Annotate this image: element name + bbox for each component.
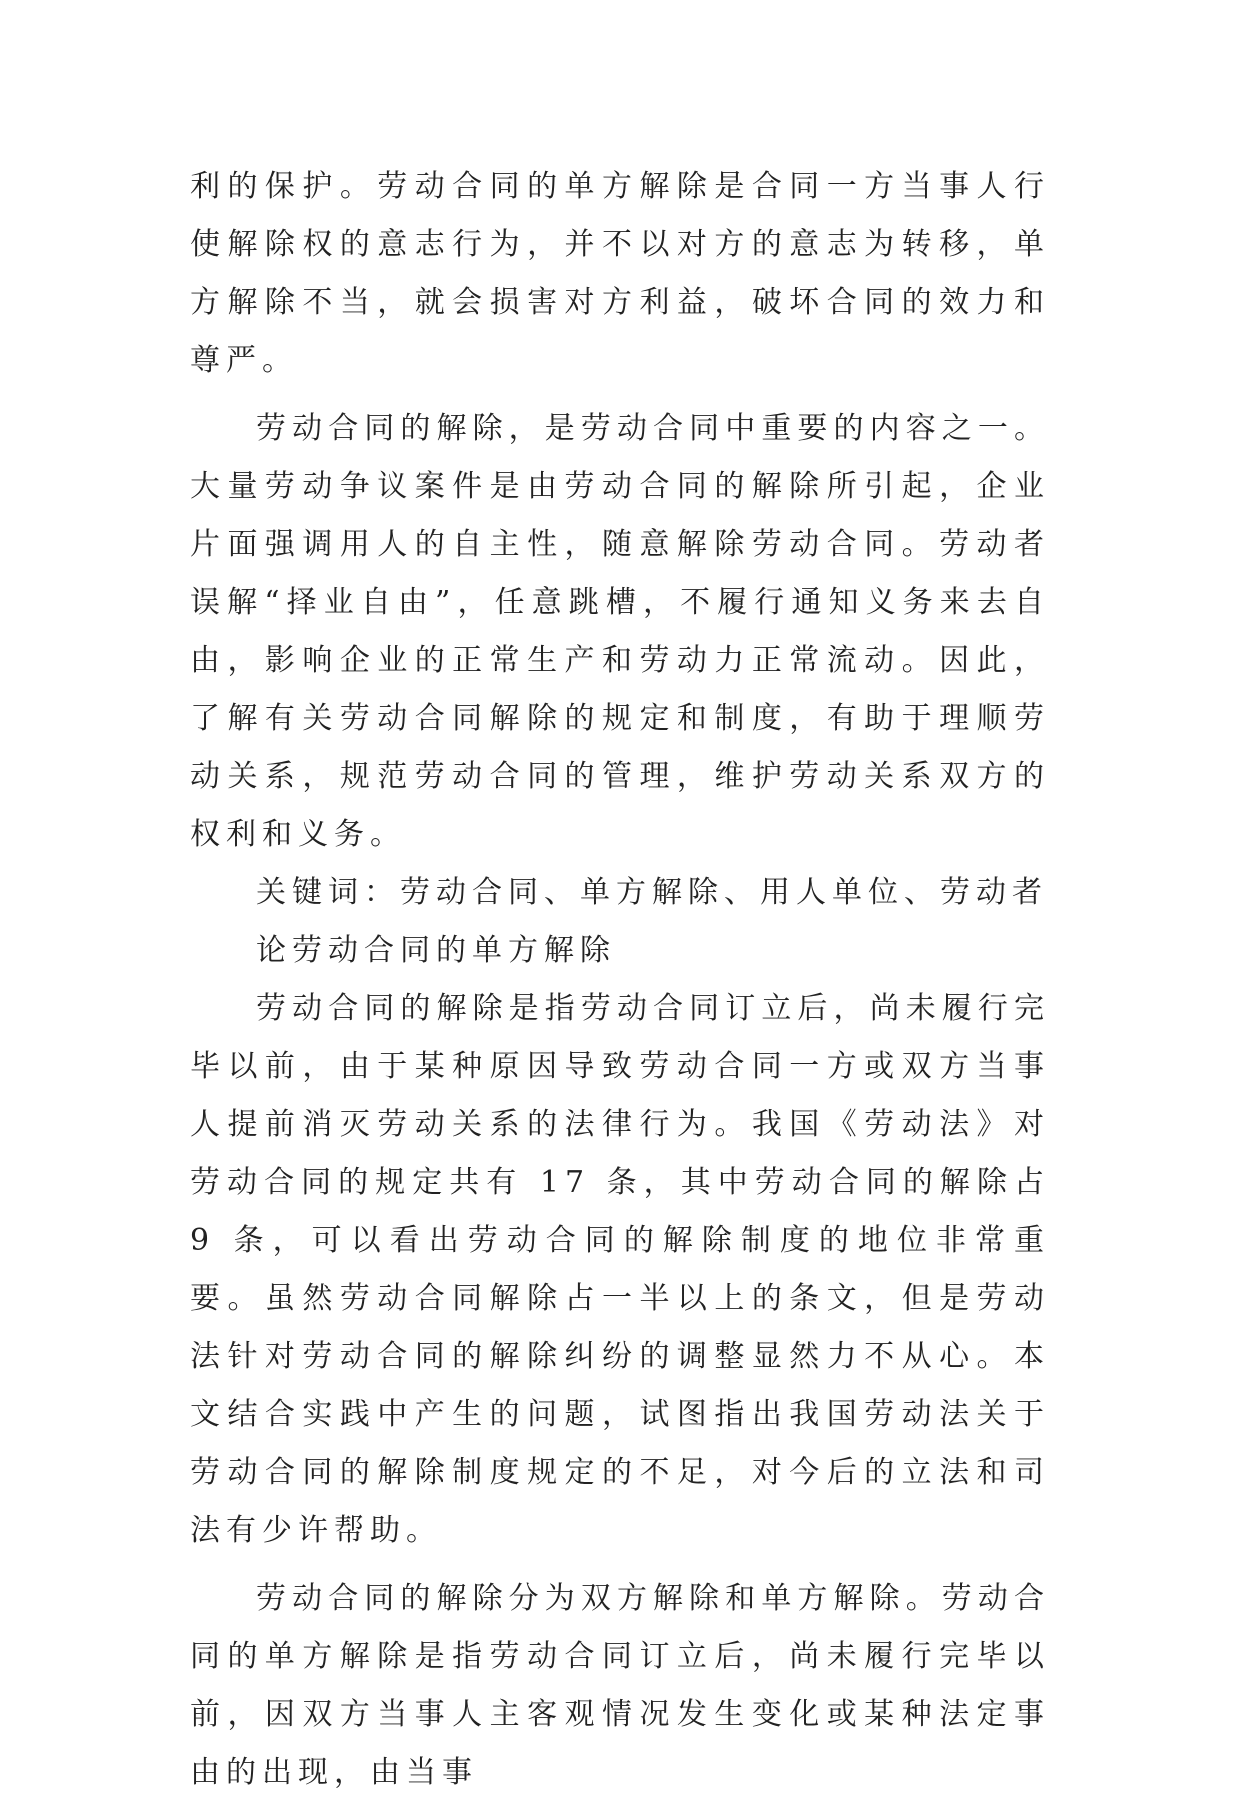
section-title: 论劳动合同的单方解除	[256, 933, 616, 968]
paragraph-definition: 劳动合同的解除是指劳动合同订立后，尚未履行完毕以前，由于某种原因导致劳动合同一方或双方当事人提前消灭劳动关系的法律行为。我国《劳动法》对劳动合同的规定共有 17 条，其中劳动合同的解除占 9 条，可以看出劳动合同的解除制度的地位非常重要。虽然劳动合同解除占一半以上的条文，但是劳动法针对劳动合同的解除纠纷的调整显然力不从心。本文结合实践中产生的问题，试图指出我国劳动法关于劳动合同的解除制度规定的不足，对今后的立法和司法有少许帮助。	[190, 991, 1050, 1548]
paragraph-unilateral: 劳动合同的解除分为双方解除和单方解除。劳动合同的单方解除是指劳动合同订立后，尚未履行完毕以前，因双方当事人主客观情况发生变化或某种法定事由的出现，由当事	[190, 1581, 1050, 1790]
paragraph-continued: 利的保护。劳动合同的单方解除是合同一方当事人行使解除权的意志行为，并不以对方的意志为转移，单方解除不当，就会损害对方利益，破坏合同的效力和尊严。	[190, 169, 1050, 378]
paragraph-intro: 劳动合同的解除，是劳动合同中重要的内容之一。大量劳动争议案件是由劳动合同的解除所引起，企业片面强调用人的自主性，随意解除劳动合同。劳动者误解“择业自由”，任意跳槽，不履行通知义务来去自由，影响企业的正常生产和劳动力正常流动。因此，了解有关劳动合同解除的规定和制度，有助于理顺劳动关系，规范劳动合同的管理，维护劳动关系双方的权利和义务。	[190, 411, 1050, 852]
keywords-line: 关键词：劳动合同、单方解除、用人单位、劳动者	[256, 875, 1048, 910]
document-body	[190, 158, 1050, 1802]
